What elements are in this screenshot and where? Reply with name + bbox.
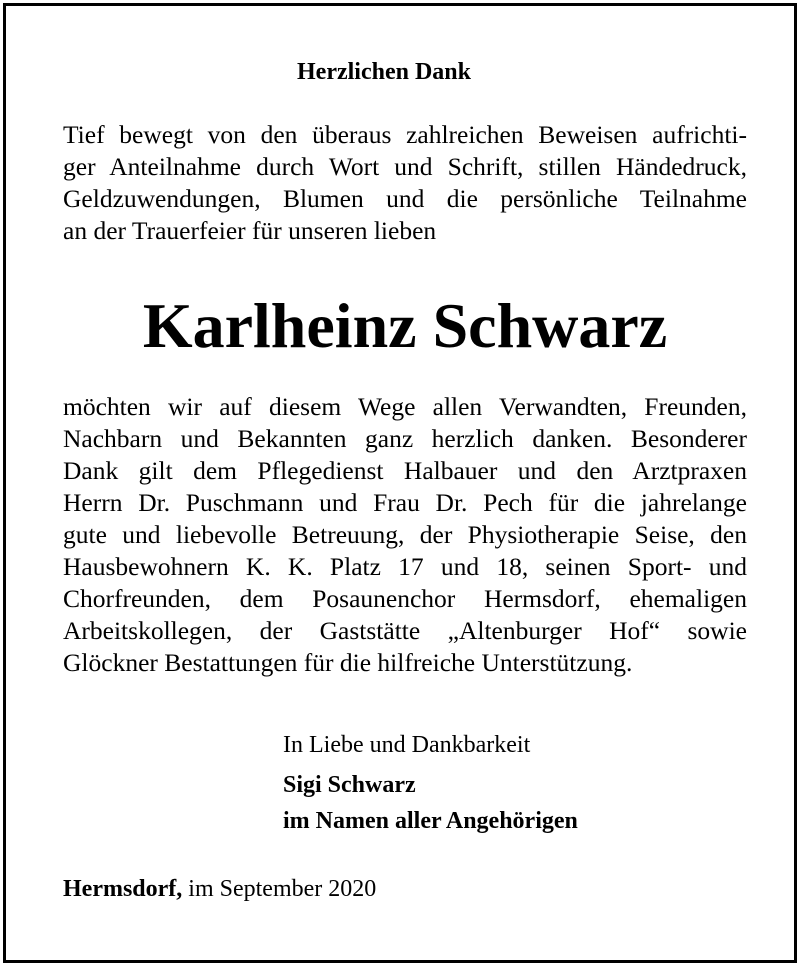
thanks-paragraph	[63, 391, 747, 679]
place: Hermsdorf,	[63, 876, 183, 902]
intro-paragraph	[63, 119, 747, 247]
thanks-line: Nachbarn und Bekannten ganz herzlich danken. Besonderer	[63, 424, 747, 453]
notice-heading: Herzlichen Dank	[297, 59, 471, 85]
signer-name: Sigi Schwarz	[283, 772, 416, 798]
deceased-name: Karlheinz Schwarz	[142, 290, 668, 361]
intro-line: Geldzuwendungen, Blumen und die persönliche Teilnahme	[63, 184, 747, 213]
date: im September 2020	[182, 876, 377, 902]
intro-line: ger Anteilnahme durch Wort und Schrift, stillen Händedruck,	[63, 152, 747, 181]
thanks-line: Glöckner Bestattungen für die hilfreiche Unterstützung.	[63, 648, 633, 677]
intro-line: an der Trauerfeier für unseren lieben	[63, 216, 437, 245]
thanks-line: Hausbewohnern K. K. Platz 17 und 18, seinen Sport- und	[63, 552, 747, 581]
closing-phrase: In Liebe und Dankbarkeit	[283, 732, 531, 758]
intro-line: Tief bewegt von den überaus zahlreichen Beweisen aufrichti-	[63, 120, 747, 149]
thanks-line: gute und liebevolle Betreuung, der Physiotherapie Seise, den	[63, 520, 747, 549]
thanks-line: Chorfreunden, dem Posaunenchor Hermsdorf, ehemaligen	[63, 584, 747, 613]
place-date-line	[63, 872, 376, 906]
signer-note: im Namen aller Angehörigen	[283, 808, 578, 834]
thanks-line: Herrn Dr. Puschmann und Frau Dr. Pech für die jahrelange	[63, 488, 747, 517]
notice-border	[3, 3, 797, 963]
thanks-line: möchten wir auf diesem Wege allen Verwandten, Freunden,	[63, 392, 747, 421]
thanks-line: Arbeitskollegen, der Gaststätte „Altenburger Hof“ sowie	[63, 616, 747, 645]
thanks-line: Dank gilt dem Pflegedienst Halbauer und den Arztpraxen	[63, 456, 747, 485]
